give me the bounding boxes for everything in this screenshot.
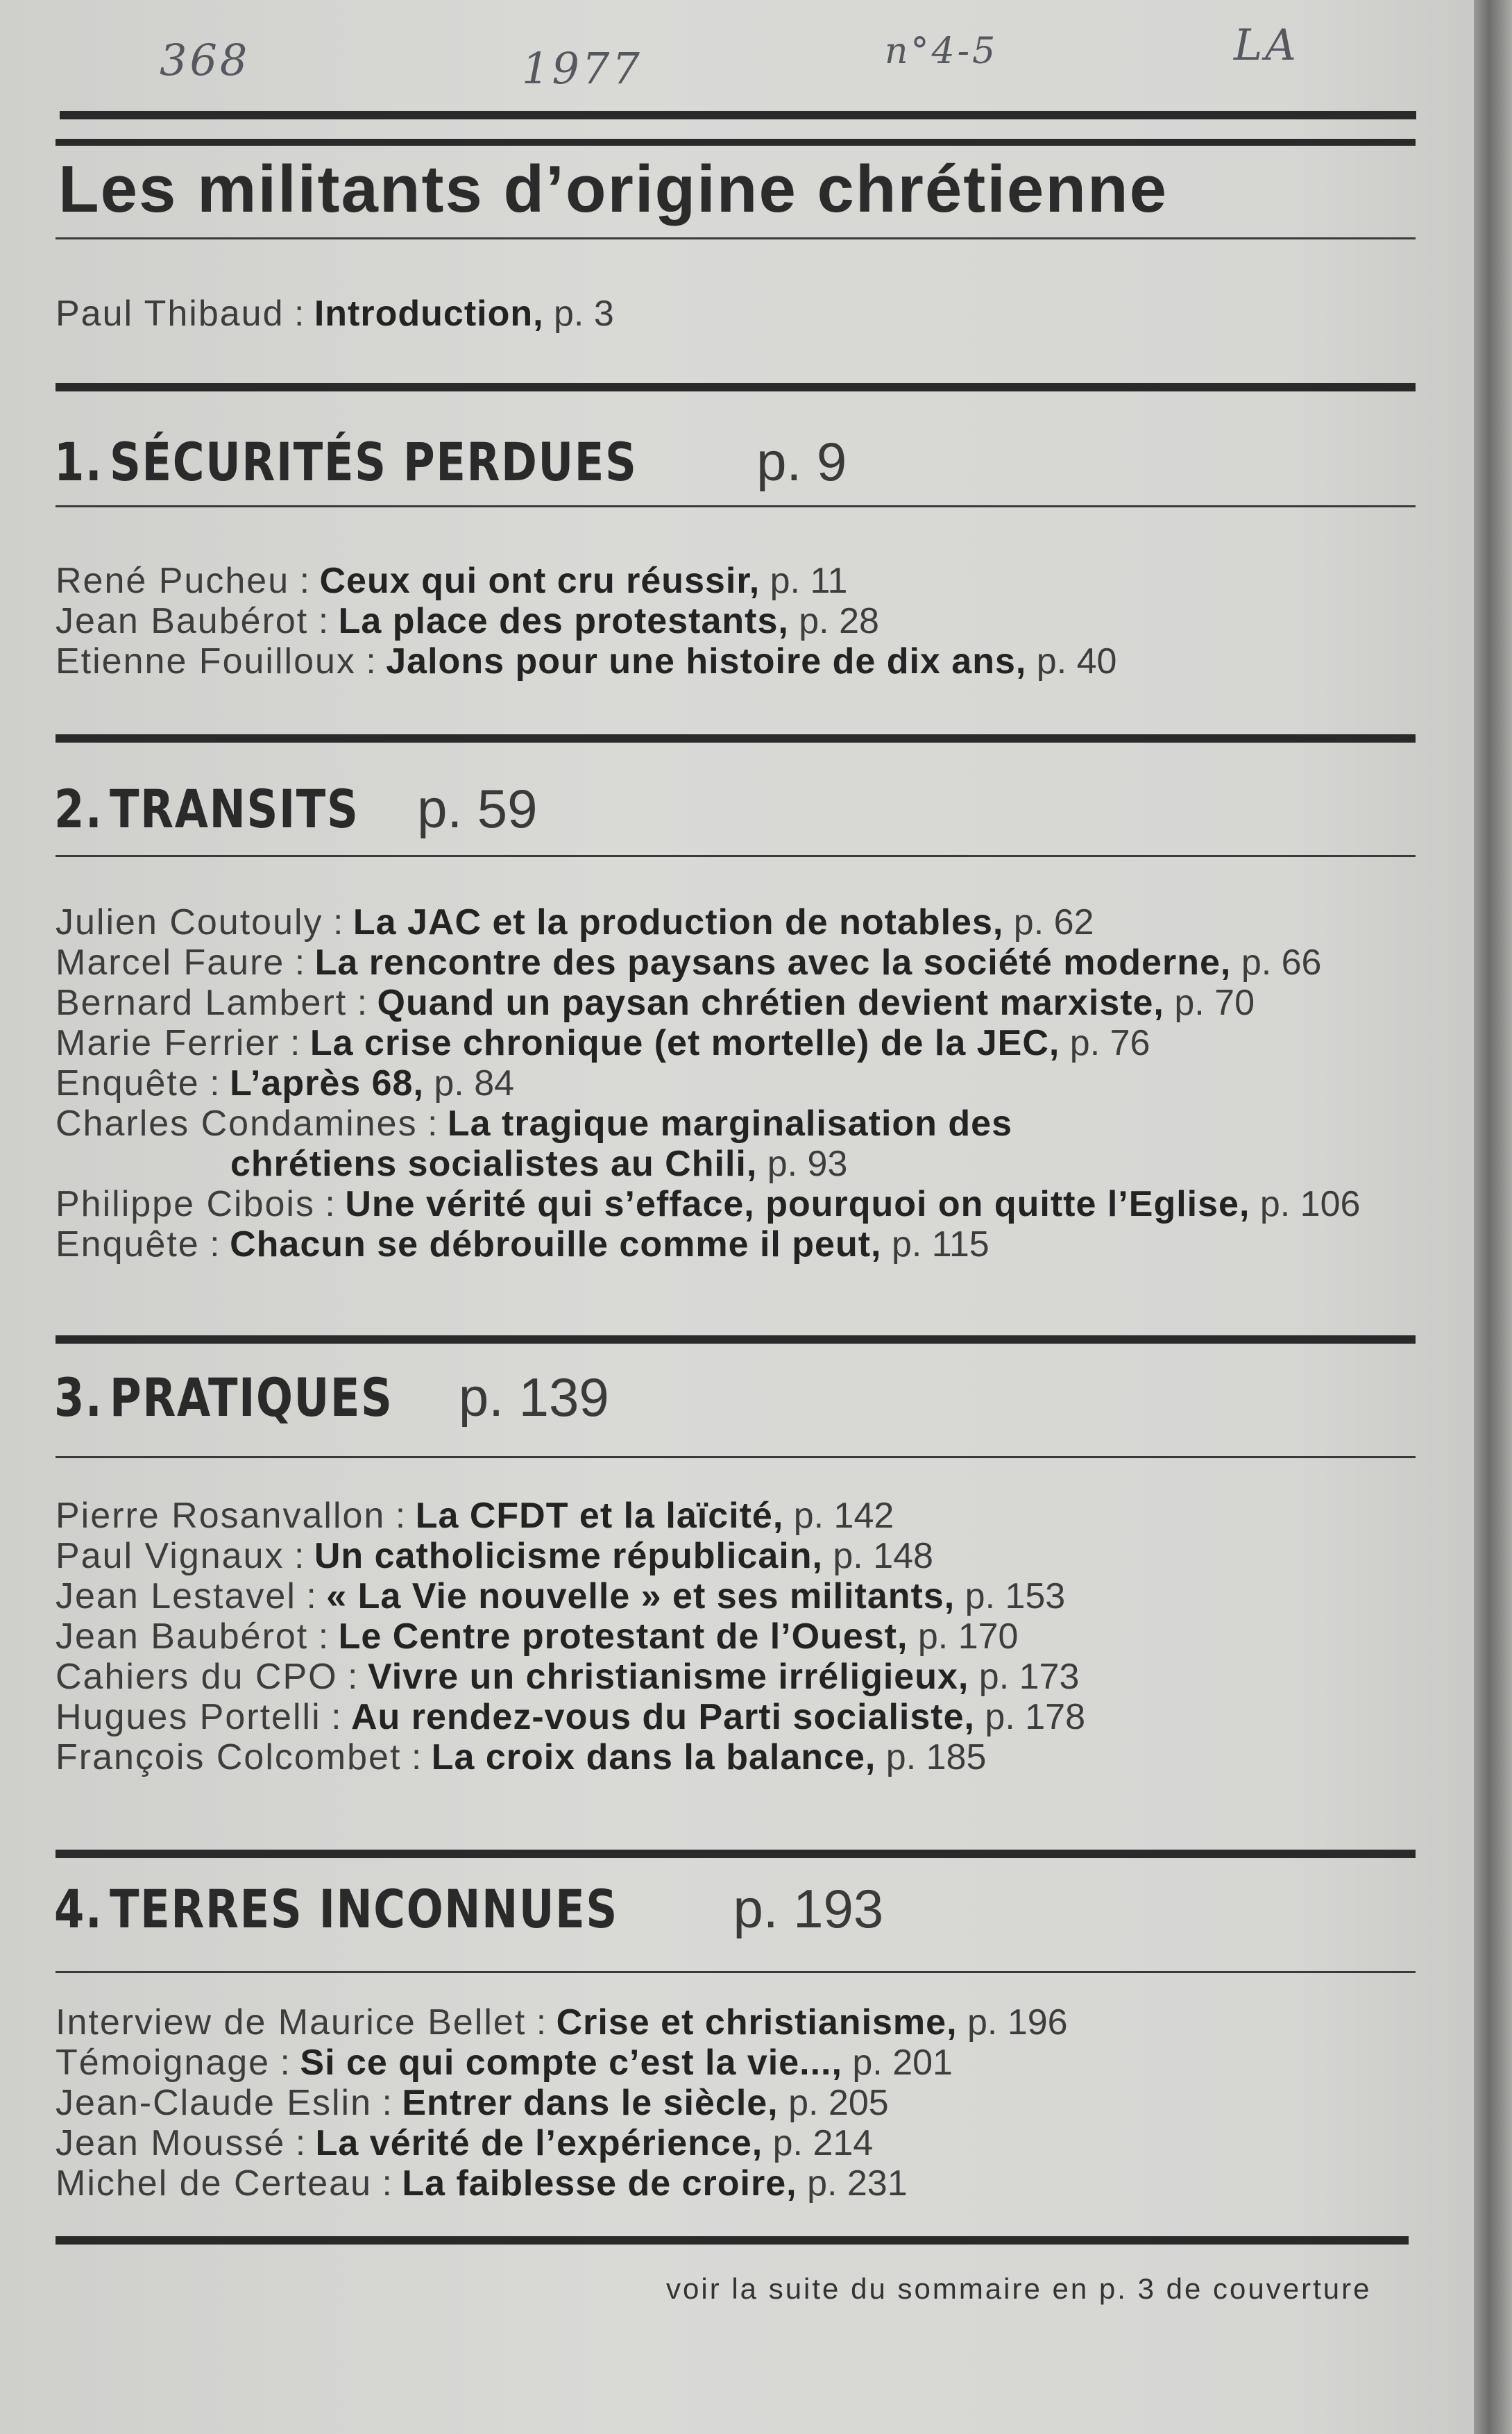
section-entries <box>56 2002 1068 2204</box>
entry-author: Jean-Claude Eslin <box>56 2083 373 2123</box>
section-number: 2. <box>54 778 103 840</box>
toc-entry <box>56 1576 1085 1616</box>
entry-page: p. 170 <box>917 1616 1019 1657</box>
entry-author: Jean Moussé <box>56 2123 286 2163</box>
entry-separator: : <box>284 943 315 983</box>
entry-page: p. 62 <box>1013 902 1094 943</box>
entry-separator: : <box>285 2123 316 2163</box>
entry-page: p. 70 <box>1174 983 1255 1023</box>
entry-page: p. 106 <box>1259 1184 1361 1224</box>
section-title: TRANSITS <box>110 778 359 840</box>
toc-entry <box>56 1536 1085 1576</box>
entry-separator: : <box>385 1496 416 1536</box>
entry-title: Le Centre protestant de l’Ouest, <box>338 1616 908 1657</box>
entry-author: Pierre Rosanvallon <box>56 1496 386 1536</box>
handwritten-note: n°4-5 <box>885 31 999 72</box>
entry-author: Paul Vignaux <box>56 1536 284 1576</box>
entry-page: p. 231 <box>807 2163 908 2204</box>
entry-page: p. 196 <box>967 2002 1068 2043</box>
entry-author: Jean Baubérot <box>56 601 309 641</box>
section-title: SÉCURITÉS PERDUES <box>110 431 638 493</box>
section-entries <box>56 561 1116 682</box>
intro-title: Introduction, <box>314 294 544 334</box>
section-page: p. 9 <box>756 431 847 492</box>
handwritten-note: 368 <box>160 35 250 85</box>
section-entries <box>56 902 1360 1265</box>
toc-entry <box>56 2083 1068 2123</box>
entry-page: p. 201 <box>852 2043 953 2083</box>
entry-separator: : <box>321 1697 351 1737</box>
entry-title: « La Vie nouvelle » et ses militants, <box>326 1576 955 1616</box>
entry-author: Etienne Fouilloux <box>56 641 356 682</box>
rule-thick <box>56 734 1416 743</box>
rule-thick <box>56 139 1416 146</box>
toc-entry <box>56 902 1360 943</box>
section-heading <box>54 1366 609 1429</box>
entry-author: François Colcombet <box>56 1737 402 1777</box>
entry-page: p. 40 <box>1036 641 1117 682</box>
entry-page: p. 148 <box>833 1536 933 1576</box>
entry-separator: : <box>314 1184 346 1224</box>
entry-title: Chacun se débrouille comme il peut, <box>230 1224 882 1265</box>
entry-title: Ceux qui ont cru réussir, <box>319 561 761 601</box>
entry-page: p. 178 <box>985 1697 1085 1737</box>
entry-separator: : <box>372 2163 402 2204</box>
section-title: PRATIQUES <box>110 1367 393 1428</box>
toc-entry <box>56 1104 1360 1144</box>
entry-separator: : <box>199 1224 230 1265</box>
entry-title: Jalons pour une histoire de dix ans, <box>386 641 1027 682</box>
entry-title: La crise chronique (et mortelle) de la JEC, <box>309 1023 1060 1063</box>
entry-separator: : <box>280 1023 310 1063</box>
toc-entry <box>56 1496 1085 1536</box>
entry-page: p. 11 <box>770 561 848 601</box>
toc-entry <box>56 2043 1068 2083</box>
entry-separator: : <box>296 1576 327 1616</box>
rule-thin <box>56 505 1416 507</box>
entry-separator: : <box>417 1104 448 1144</box>
entry-author: René Pucheu <box>56 561 290 601</box>
entry-author: Interview de Maurice Bellet <box>56 2002 527 2043</box>
section-page: p. 59 <box>417 778 538 839</box>
section-heading <box>54 1877 883 1941</box>
toc-entry <box>56 1737 1085 1777</box>
section-entries <box>56 1496 1085 1777</box>
rule-thin <box>56 1456 1416 1458</box>
toc-entry <box>56 561 1116 601</box>
entry-separator: : <box>270 2043 300 2083</box>
entry-separator: : <box>372 2083 402 2123</box>
section-heading <box>54 777 538 840</box>
entry-title: La rencontre des paysans avec la société moderne, <box>314 943 1232 983</box>
entry-title: Si ce qui compte c’est la vie..., <box>300 2043 842 2083</box>
toc-entry <box>56 2163 1068 2204</box>
toc-entry <box>56 943 1360 983</box>
section-title: TERRES INCONNUES <box>110 1878 619 1940</box>
entry-title: Vivre un christianisme irréligieux, <box>367 1657 969 1697</box>
toc-entry <box>56 2002 1068 2043</box>
entry-separator: : <box>308 1616 339 1657</box>
entry-page: p. 84 <box>434 1063 515 1104</box>
entry-author: Philippe Cibois <box>56 1184 315 1224</box>
section-number: 4. <box>54 1878 103 1940</box>
rule-thin <box>56 855 1416 857</box>
entry-title: La CFDT et la laïcité, <box>415 1496 784 1536</box>
intro-author: Paul Thibaud <box>56 294 284 334</box>
footer-note: voir la suite du sommaire en p. 3 de couverture <box>666 2272 1372 2305</box>
entry-title: Crise et christianisme, <box>556 2002 958 2043</box>
entry-author: Bernard Lambert <box>56 983 348 1023</box>
entry-page: p. 173 <box>978 1657 1080 1697</box>
entry-title: chrétiens socialistes au Chili, <box>230 1144 758 1184</box>
entry-author: Michel de Certeau <box>56 2163 372 2204</box>
entry-author: Jean Baubérot <box>56 1616 309 1657</box>
entry-separator: : <box>337 1657 368 1697</box>
entry-title: La place des protestants, <box>338 601 789 641</box>
entry-title: La JAC et la production de notables, <box>352 902 1004 943</box>
entry-title: L’après 68, <box>230 1063 424 1104</box>
entry-page: p. 153 <box>965 1576 1066 1616</box>
entry-separator: : <box>308 601 339 641</box>
entry-author: Enquête <box>56 1063 200 1104</box>
entry-author: Témoignage <box>56 2043 271 2083</box>
entry-separator: : <box>347 983 377 1023</box>
entry-page: p. 115 <box>891 1224 989 1265</box>
toc-entry <box>56 1144 1360 1184</box>
entry-page: p. 93 <box>767 1144 848 1184</box>
intro-entry <box>56 293 614 335</box>
rule-thick <box>56 1335 1416 1344</box>
entry-separator: : <box>323 902 353 943</box>
toc-entry <box>56 641 1116 682</box>
rule-thick <box>56 1850 1416 1858</box>
rule-thin <box>56 237 1416 239</box>
entry-title: La croix dans la balance, <box>431 1737 876 1777</box>
entry-page: p. 214 <box>772 2123 874 2163</box>
rule-thick <box>56 383 1416 391</box>
entry-page: p. 76 <box>1069 1023 1150 1063</box>
entry-author: Charles Condamines <box>56 1104 418 1144</box>
toc-entry <box>56 2123 1068 2163</box>
entry-title: Quand un paysan chrétien devient marxiste, <box>377 983 1164 1023</box>
entry-separator: : <box>284 1536 314 1576</box>
entry-title: La faiblesse de croire, <box>402 2163 797 2204</box>
handwritten-note: 1977 <box>522 43 643 94</box>
entry-title: Entrer dans le siècle, <box>402 2083 779 2123</box>
rule-thin <box>56 1971 1416 1973</box>
toc-entry <box>56 1697 1085 1737</box>
entry-title: La tragique marginalisation des <box>447 1104 1012 1144</box>
toc-entry <box>56 1184 1360 1224</box>
entry-title: Une vérité qui s’efface, pourquoi on quitte l’Eglise, <box>345 1184 1250 1224</box>
entry-author: Marie Ferrier <box>56 1023 280 1063</box>
section-number: 1. <box>54 431 103 493</box>
entry-title: Au rendez-vous du Parti socialiste, <box>350 1697 975 1737</box>
entry-page: p. 205 <box>788 2083 889 2123</box>
entry-page: p. 142 <box>793 1496 894 1536</box>
entry-author: Julien Coutouly <box>56 902 323 943</box>
entry-author: Enquête <box>56 1224 200 1265</box>
entry-author: Cahiers du CPO <box>56 1657 338 1697</box>
toc-entry <box>56 1616 1085 1657</box>
page-edge <box>1474 0 1512 2434</box>
page-title: Les militants d’origine chrétienne <box>58 152 1168 226</box>
entry-separator: : <box>526 2002 557 2043</box>
entry-page: p. 185 <box>885 1737 987 1777</box>
entry-author: Jean Lestavel <box>56 1576 296 1616</box>
intro-page: p. 3 <box>543 294 614 334</box>
entry-page: p. 28 <box>799 601 879 641</box>
section-page: p. 193 <box>733 1878 884 1939</box>
toc-entry <box>56 1023 1360 1063</box>
rule-thick <box>60 111 1416 119</box>
toc-entry <box>56 1657 1085 1697</box>
section-page: p. 139 <box>458 1367 609 1428</box>
toc-entry <box>56 601 1116 641</box>
intro-separator: : <box>284 294 314 334</box>
rule-thick <box>56 2236 1409 2245</box>
toc-entry <box>56 1063 1360 1104</box>
entry-separator: : <box>289 561 320 601</box>
section-number: 3. <box>54 1367 103 1428</box>
handwritten-note: LA <box>1234 19 1299 70</box>
entry-separator: : <box>401 1737 432 1777</box>
section-heading <box>54 430 847 493</box>
entry-separator: : <box>199 1063 230 1104</box>
entry-author: Hugues Portelli <box>56 1697 321 1737</box>
toc-entry <box>56 1224 1360 1265</box>
entry-author: Marcel Faure <box>56 943 285 983</box>
toc-entry <box>56 983 1360 1023</box>
entry-title: Un catholicisme républicain, <box>314 1536 823 1576</box>
entry-title: La vérité de l’expérience, <box>315 2123 763 2163</box>
entry-page: p. 66 <box>1241 943 1322 983</box>
entry-separator: : <box>355 641 387 682</box>
